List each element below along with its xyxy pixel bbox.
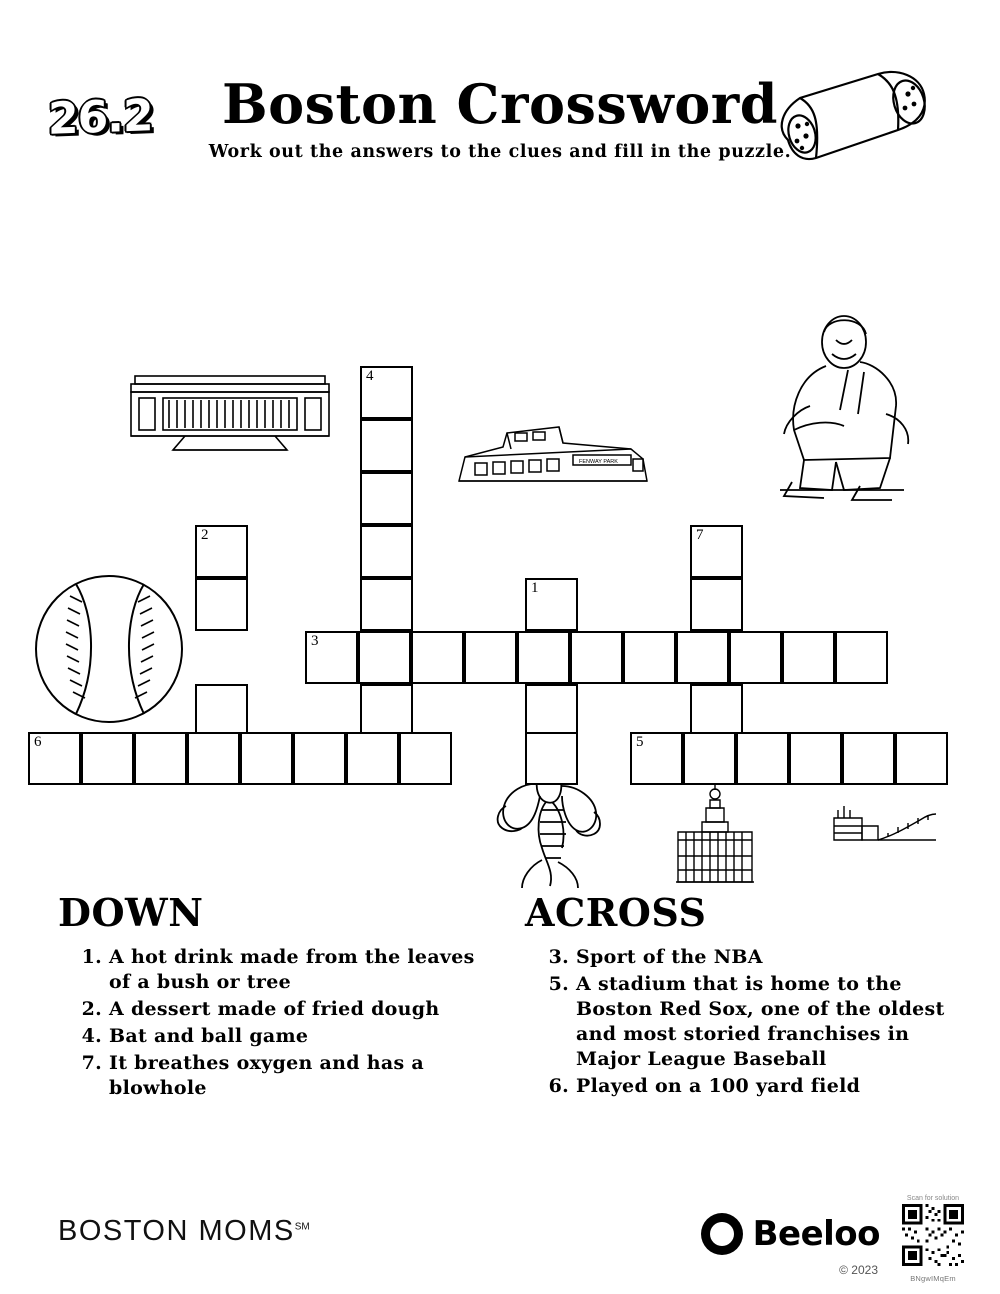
grid-cell[interactable] <box>360 578 413 631</box>
clue-number: 1 <box>531 580 539 596</box>
grid-cell[interactable] <box>895 732 948 785</box>
grid-cell[interactable] <box>517 631 570 684</box>
grid-cell[interactable] <box>464 631 517 684</box>
grid-cell[interactable] <box>360 366 413 419</box>
page-subtitle: Work out the answers to the clues and fill in the puzzle. <box>208 142 792 162</box>
grid-cell[interactable] <box>525 732 578 785</box>
page-title: Boston Crossword <box>221 72 779 136</box>
clue-text: Sport of the NBA <box>576 946 763 968</box>
clue-number: 4 <box>366 368 374 384</box>
clue-item <box>76 1024 478 1049</box>
boston-moms-logo <box>58 1215 310 1248</box>
across-clues <box>525 890 945 1101</box>
grid-cell[interactable] <box>736 732 789 785</box>
across-heading: ACROSS <box>525 890 707 935</box>
clue-number: 6. <box>548 1075 569 1097</box>
beeloo-text: Beeloo <box>752 1214 880 1254</box>
grid-cell[interactable] <box>842 732 895 785</box>
scan-code: BNgwIMqEm <box>910 1274 956 1283</box>
clue-item <box>76 1051 478 1101</box>
grid-cell[interactable] <box>399 732 452 785</box>
grid-cell[interactable] <box>360 419 413 472</box>
service-mark: SM <box>294 1221 310 1233</box>
grid-cell[interactable] <box>623 631 676 684</box>
grid-cell[interactable] <box>690 525 743 578</box>
museum-building-icon <box>125 368 335 458</box>
grid-cell[interactable] <box>293 732 346 785</box>
grid-cell[interactable] <box>195 684 248 737</box>
grid-cell[interactable] <box>358 631 411 684</box>
clue-number: 3. <box>548 946 569 968</box>
boston-moms-text: BOSTON MOMS <box>58 1215 295 1247</box>
baseball-icon <box>32 572 187 727</box>
clue-item <box>76 945 478 995</box>
down-clue-list <box>58 945 478 1101</box>
cannoli-icon <box>758 62 938 182</box>
grid-cell[interactable] <box>195 525 248 578</box>
clue-number: 5. <box>548 973 569 995</box>
clue-item <box>76 997 478 1022</box>
grid-cell[interactable] <box>835 631 888 684</box>
svg-text:FENWAY PARK: FENWAY PARK <box>579 459 618 465</box>
clue-number: 5 <box>636 734 644 750</box>
grid-cell[interactable] <box>240 732 293 785</box>
solution-qr-block <box>888 1195 978 1283</box>
grid-cell[interactable] <box>782 631 835 684</box>
grid-cell[interactable] <box>360 472 413 525</box>
clue-number: 4. <box>81 1025 102 1047</box>
clue-text: It breathes oxygen and has a blowhole <box>109 1052 424 1099</box>
clue-text: A hot drink made from the leaves of a bush or tree <box>109 946 475 993</box>
clue-number: 2. <box>81 998 102 1020</box>
qr-code-icon[interactable] <box>902 1204 964 1266</box>
clue-text: A stadium that is home to the Boston Red Sox, one of the oldest and most storied franchises in Major League Baseball <box>576 973 945 1070</box>
clue-number: 2 <box>201 527 209 543</box>
beeloo-logo <box>701 1213 880 1255</box>
grid-cell[interactable] <box>690 578 743 631</box>
clue-number: 7 <box>696 527 704 543</box>
clue-text: A dessert made of fried dough <box>109 998 440 1020</box>
bee-icon <box>701 1213 743 1255</box>
grid-cell[interactable] <box>28 732 81 785</box>
grid-cell[interactable] <box>134 732 187 785</box>
grid-cell[interactable] <box>729 631 782 684</box>
grid-cell[interactable] <box>690 684 743 737</box>
grid-cell[interactable] <box>570 631 623 684</box>
grid-cell[interactable] <box>525 578 578 631</box>
copyright-text: © 2023 <box>839 1263 878 1277</box>
down-heading: DOWN <box>58 890 204 935</box>
across-clue-list <box>525 945 945 1099</box>
faneuil-hall-icon <box>668 778 763 888</box>
clue-item <box>543 972 945 1072</box>
clue-item <box>543 1074 945 1099</box>
grid-cell[interactable] <box>525 684 578 737</box>
grid-cell[interactable] <box>789 732 842 785</box>
grid-cell[interactable] <box>360 525 413 578</box>
grid-cell[interactable] <box>305 631 358 684</box>
grid-cell[interactable] <box>411 631 464 684</box>
clue-item <box>543 945 945 970</box>
clue-text: Played on a 100 yard field <box>576 1075 861 1097</box>
bridge-skyline-icon <box>828 798 938 848</box>
clue-number: 1. <box>81 946 102 968</box>
grid-cell[interactable] <box>346 732 399 785</box>
page-footer <box>0 1195 1000 1294</box>
page-header <box>0 0 1000 200</box>
crossword-grid <box>0 300 1000 890</box>
grid-cell[interactable] <box>81 732 134 785</box>
clue-number: 7. <box>81 1052 102 1074</box>
fenway-park-icon <box>455 425 655 493</box>
statue-icon <box>740 310 920 510</box>
grid-cell[interactable] <box>187 732 240 785</box>
grid-cell[interactable] <box>195 578 248 631</box>
grid-cell[interactable] <box>630 732 683 785</box>
scan-label: Scan for solution <box>906 1195 960 1202</box>
clues-section <box>0 890 1000 1180</box>
down-clues <box>58 890 478 1103</box>
clue-number: 6 <box>34 734 42 750</box>
grid-cell[interactable] <box>360 684 413 737</box>
marathon-badge: 26.2 <box>48 90 153 145</box>
clue-text: Bat and ball game <box>109 1025 309 1047</box>
grid-cell[interactable] <box>676 631 729 684</box>
clue-number: 3 <box>311 633 319 649</box>
grid-cell[interactable] <box>683 732 736 785</box>
